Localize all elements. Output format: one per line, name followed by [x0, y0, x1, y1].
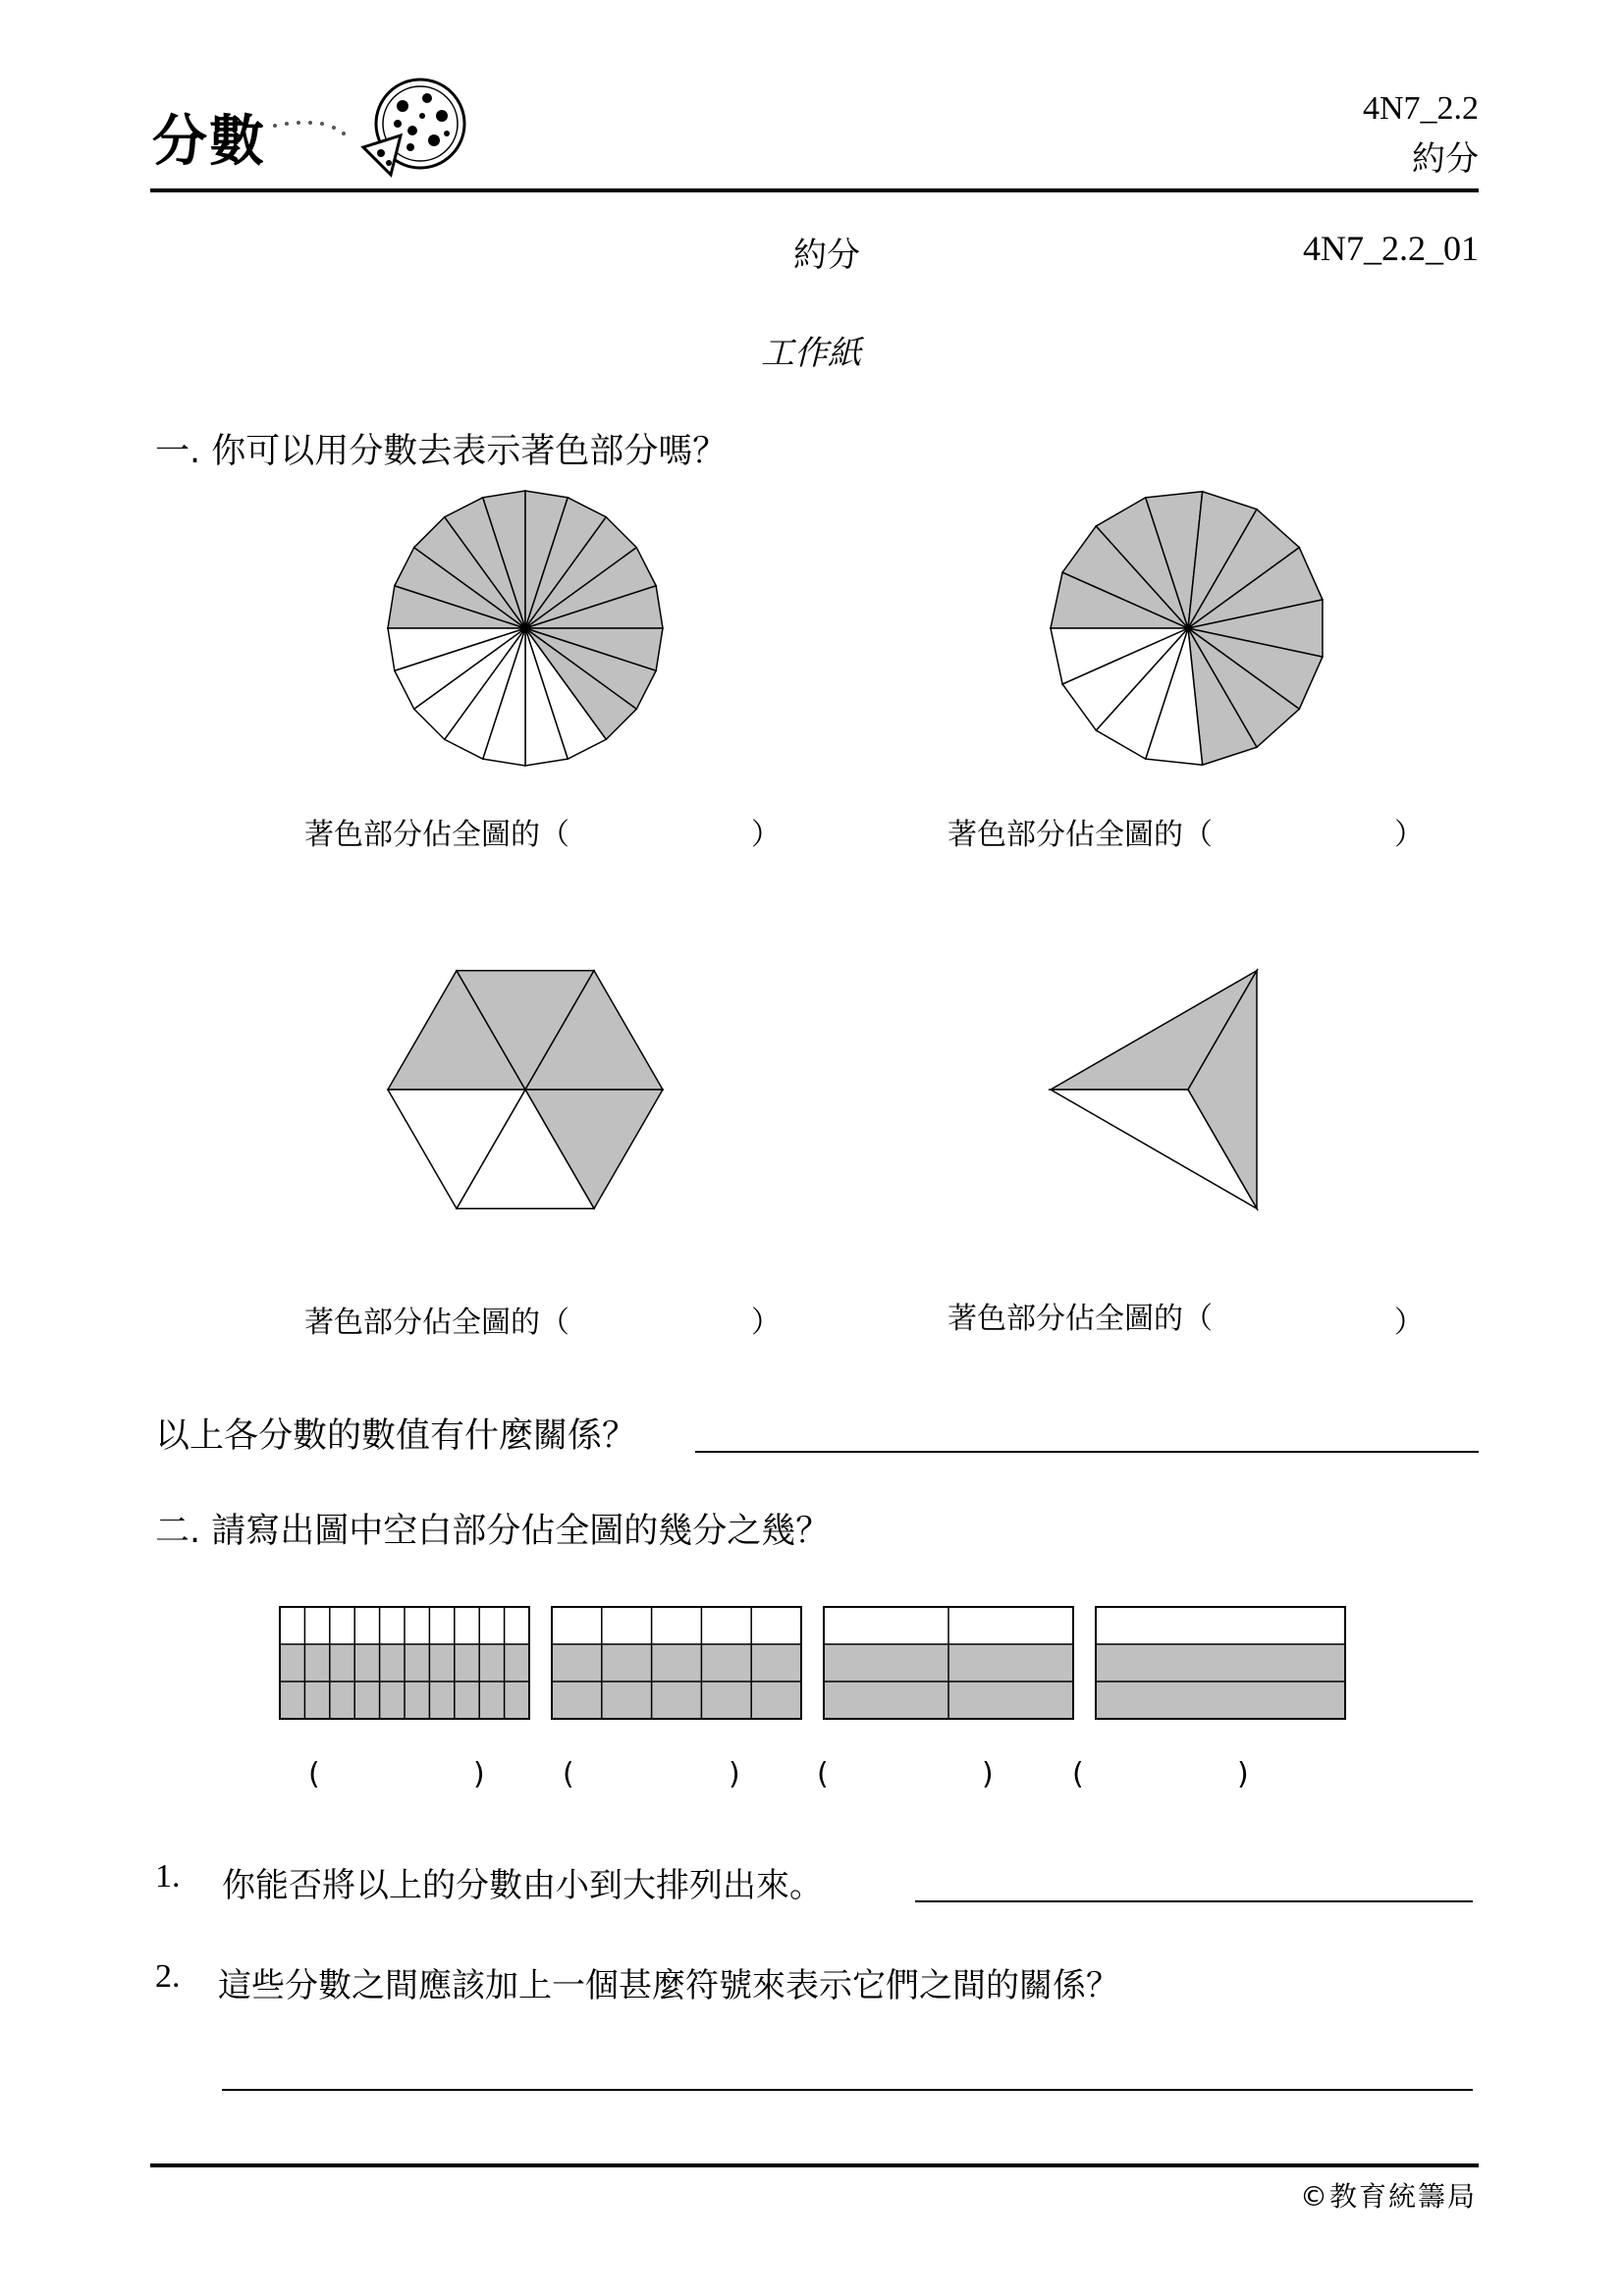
grid-5-cols: [551, 1606, 802, 1722]
footer-divider: [150, 2163, 1479, 2167]
shaded-circle-20: [378, 481, 673, 775]
circle-label-2: 著色部分佔全圖的（: [947, 818, 1213, 852]
section2-question: 二. 請寫出圖中空白部分佔全圖的幾分之幾？: [155, 1512, 831, 1551]
q2-number: 2.: [155, 1958, 181, 1995]
q1-answer-line[interactable]: [915, 1900, 1473, 1902]
circle-label-4-close: ）: [1394, 1306, 1424, 1340]
circle-label-3-close: ）: [751, 1306, 781, 1340]
header-topic: 約分: [1412, 139, 1479, 179]
grid-10-cols: [279, 1606, 530, 1722]
circle-label-1: 著色部分佔全圖的（: [304, 818, 569, 852]
relation-question: 以上各分數的數值有什麼關係？: [155, 1416, 637, 1456]
circle-label-4: 著色部分佔全圖的（: [947, 1302, 1213, 1336]
section1-question: 一. 你可以用分數去表示著色部分嗎？: [155, 432, 728, 471]
grid-answer-open-1: (: [308, 1757, 320, 1791]
circle-label-3: 著色部分佔全圖的（: [304, 1306, 569, 1340]
footer-copyright: ©教育統籌局: [1299, 2180, 1477, 2213]
grid-answer-close-1: ): [473, 1757, 485, 1791]
relation-answer-line[interactable]: [695, 1451, 1479, 1453]
grid-2-cols: [823, 1606, 1074, 1722]
logo-title: 分數: [152, 112, 266, 173]
grid-answer-close-2: ): [729, 1757, 740, 1791]
q2-answer-line[interactable]: [222, 2089, 1473, 2091]
circle-label-1-close: ）: [751, 818, 781, 852]
grid-1-col: [1095, 1606, 1346, 1722]
sub-code: 4N7_2.2_01: [1303, 229, 1479, 268]
q1-number: 1.: [155, 1858, 181, 1895]
shaded-circle-3: [1041, 942, 1335, 1237]
grid-answer-close-3: ): [982, 1757, 994, 1791]
sub-topic: 約分: [793, 236, 860, 275]
shaded-circle-6: [378, 942, 673, 1237]
pizza-logo-icon: [265, 77, 481, 185]
circle-label-2-close: ）: [1394, 818, 1424, 852]
header-code: 4N7_2.2: [1362, 90, 1479, 127]
shaded-circle-15: [1041, 481, 1335, 775]
worksheet-title: 工作紙: [761, 334, 861, 373]
q1-text: 你能否將以上的分數由小到大排列出來。: [222, 1866, 823, 1905]
q2-text: 這些分數之間應該加上一個甚麼符號來表示它們之間的關係？: [218, 1966, 1119, 2005]
grid-answer-open-3: (: [817, 1757, 829, 1791]
grid-answer-close-4: ): [1237, 1757, 1249, 1791]
header-divider: [150, 188, 1479, 192]
grid-answer-open-4: (: [1072, 1757, 1084, 1791]
grid-answer-open-2: (: [563, 1757, 574, 1791]
